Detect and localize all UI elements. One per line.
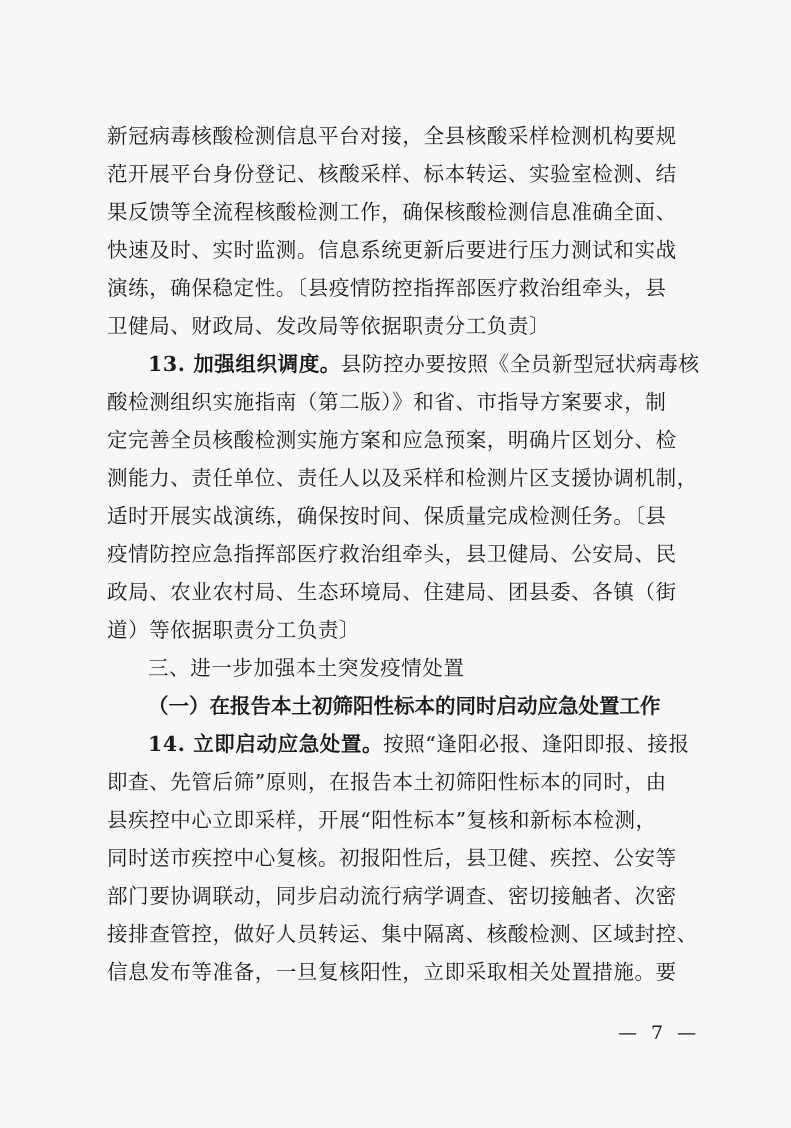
subsection-heading: （一）在报告本土初筛阳性标本的同时启动应急处置工作 <box>148 694 661 718</box>
text-line: 范开展平台身份登记、核酸采样、标本转运、实验室检测、结 <box>107 162 677 186</box>
text-line: 即查、先管后筛”原则，在报告本土初筛阳性标本的同时，由 <box>107 770 667 794</box>
item-13-title: 13. 加强组织调度。 <box>148 352 341 376</box>
text-line: 新冠病毒核酸检测信息平台对接，全县核酸采样检测机构要规 <box>107 124 677 148</box>
text-line: 县疾控中心立即采样，开展“阳性标本”复核和新标本检测， <box>107 808 657 832</box>
text-line: 政局、农业农村局、生态环境局、住建局、团县委、各镇（街 <box>107 580 677 604</box>
text-line: 酸检测组织实施指南（第二版）》和省、市指导方案要求，制 <box>107 390 667 414</box>
page-number: — 7 — <box>618 1022 701 1044</box>
text-line: 卫健局、财政局、发改局等依据职责分工负责〕 <box>107 314 551 338</box>
text-line: 道）等依据职责分工负责〕 <box>107 618 361 642</box>
text-line: 测能力、责任单位、责任人以及采样和检测片区支援协调机制， <box>107 466 698 490</box>
text-line: 信息发布等准备，一旦复核阳性，立即采取相关处置措施。要 <box>107 960 677 984</box>
text-line: 快速及时、实时监测。信息系统更新后要进行压力测试和实战 <box>107 238 677 262</box>
text-line: 定完善全员核酸检测实施方案和应急预案，明确片区划分、检 <box>107 428 677 452</box>
paragraph-13-first-line <box>148 352 700 376</box>
text-line: 同时送市疾控中心复核。初报阳性后，县卫健、疾控、公安等 <box>107 846 677 870</box>
item-14-text: 按照“逢阳必报、逢阳即报、接报 <box>383 732 690 756</box>
text-line: 适时开展实战演练，确保按时间、保质量完成检测任务。〔县 <box>107 504 667 528</box>
section-heading: 三、进一步加强本土突发疫情处置 <box>148 656 465 680</box>
item-14-title: 14. 立即启动应急处置。 <box>148 732 384 756</box>
text-line: 演练，确保稳定性。〔县疫情防控指挥部医疗救治组牵头，县 <box>107 276 667 300</box>
text-line: 接排查管控，做好人员转运、集中隔离、核酸检测、区域封控、 <box>107 922 698 946</box>
paragraph-14-first-line <box>148 732 688 756</box>
text-line: 部门要协调联动，同步启动流行病学调查、密切接触者、次密 <box>107 884 677 908</box>
text-line: 疫情防控应急指挥部医疗救治组牵头，县卫健局、公安局、民 <box>107 542 677 566</box>
item-13-text: 县防控办要按照《全员新型冠状病毒核 <box>340 352 700 376</box>
text-line: 果反馈等全流程核酸检测工作，确保核酸检测信息准确全面、 <box>107 200 677 224</box>
